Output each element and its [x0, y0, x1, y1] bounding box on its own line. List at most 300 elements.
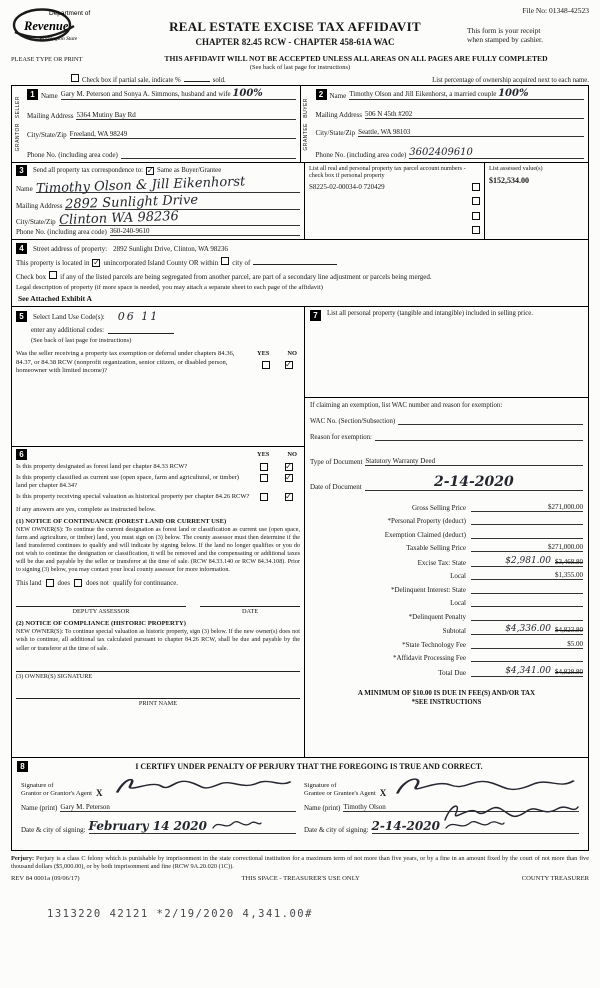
warning-row: [11, 54, 589, 63]
forest-land-question: [16, 463, 300, 471]
excise-local-value: $1,355.00: [555, 571, 583, 579]
seller-phone-row: [27, 150, 296, 159]
buyer-role-2: GRANTEE: [303, 122, 309, 151]
price-row-total: [310, 666, 583, 677]
additional-codes-field[interactable]: [108, 327, 174, 334]
delinquent-local-label: Local: [450, 599, 466, 607]
price-row-delinquent-local: [310, 597, 583, 607]
deputy-assessor-block: [16, 599, 186, 615]
processing-fee-field[interactable]: [471, 652, 583, 662]
section-3-badge: 3: [16, 165, 27, 176]
same-as-buyer-label: Same as Buyer/Grantee: [157, 167, 222, 174]
header-right: [467, 6, 589, 45]
partial-sale-row: [11, 74, 589, 84]
ownership-note: List percentage of ownership acquired next to each name.: [432, 77, 589, 84]
warning-text: THIS AFFIDAVIT WILL NOT BE ACCEPTED UNLESS ALL AREAS ON ALL PAGES ARE FULLY COMPLETED: [164, 54, 548, 63]
seller-fields: [23, 86, 300, 162]
print-name-line[interactable]: [16, 686, 300, 699]
buyer-name-row: [316, 88, 585, 100]
legal-description-label: Legal description of property (if more space is needed, you may attach a separate sheet to each page of the affidavit): [16, 283, 323, 291]
seller-role-1: SELLER: [14, 96, 21, 119]
tech-fee-value: $5.00: [567, 639, 583, 648]
seller-phone-label: Phone No. (including area code): [27, 150, 118, 159]
grantee-date-value: 2-14-2020: [371, 819, 440, 833]
buyer-address-row: [316, 110, 585, 119]
seller-ownership-pct: 100%: [232, 88, 263, 99]
seller-csz-label: City/State/Zip: [27, 131, 67, 140]
notice-2-title: (2) NOTICE OF COMPLIANCE (HISTORIC PROPERTY): [16, 620, 186, 628]
personal-deduct-label: *Personal Property (deduct): [387, 517, 466, 525]
buyer-address-value[interactable]: 506 N 45th #202: [365, 110, 584, 119]
exemption-block: [305, 397, 588, 447]
seller-address-value[interactable]: 5364 Mutiny Bay Rd: [76, 111, 295, 120]
delinquent-penalty-label: *Delinquent Penalty: [408, 612, 466, 621]
left-column: [12, 307, 304, 757]
minimum-fee-note: A MINIMUM OF $10.00 IS DUE IN FEE(S) AND/OR TAX: [357, 688, 536, 697]
buyer-ownership-pct: 100%: [498, 88, 529, 99]
grantee-agent-label: Grantee or Grantee's Agent: [304, 790, 376, 798]
price-row-subtotal: [310, 624, 583, 635]
grantor-date-value: February 14 2020: [88, 819, 208, 833]
current-use-no-mark: ✓: [285, 473, 292, 483]
see-back-note: (See back of last page for instructions): [249, 64, 351, 71]
grantee-signature[interactable]: [390, 774, 579, 798]
historic-no-checkbox[interactable]: [285, 493, 293, 501]
excise-state-label: Excise Tax: State: [417, 558, 466, 567]
subtotal-struck: $4,823.80: [555, 626, 583, 634]
buyer-phone-label: Phone No. (including area code): [315, 150, 407, 159]
seller-name-field[interactable]: [61, 88, 296, 100]
total-due-handwritten: $4,341.00: [505, 665, 551, 676]
same-as-buyer-checkmark: ✓: [146, 165, 154, 175]
dor-logo: [11, 6, 123, 55]
price-row-gross: [310, 502, 583, 512]
price-row-taxable: [310, 542, 583, 552]
grantee-name-print-label: Name (print): [304, 804, 341, 812]
no-label: NO: [287, 451, 297, 458]
wac-row: [310, 416, 583, 425]
land-use-code-value[interactable]: 06 11: [117, 310, 160, 323]
document-date-field[interactable]: [365, 474, 583, 491]
correspondence-csz-value: Clinton WA 98236: [58, 209, 179, 229]
segregated-label: if any of the listed parcels are being segregated from another parcel, are part of a secondary line adjustment or parcels being merged.: [60, 272, 432, 281]
grantor-signature-row: [21, 774, 296, 798]
partial-sale-checkbox[interactable]: [71, 74, 79, 82]
tech-fee-label: *State Technology Fee: [402, 640, 466, 649]
svg-text:Department of: Department of: [49, 10, 91, 17]
gross-price-label: Gross Selling Price: [411, 503, 466, 512]
location-row: [16, 257, 584, 267]
located-mid-label: unincorporated Island County OR within: [103, 259, 219, 268]
parcel-1-personal-checkbox[interactable]: [472, 183, 480, 191]
forest-yes-checkbox[interactable]: [260, 463, 268, 471]
correspondence-phone-row: [16, 227, 300, 236]
price-row-delinquent-state: [310, 584, 583, 594]
correspondence-name-label: Name: [16, 184, 33, 193]
street-address-value: 2892 Sunlight Drive, Clinton, WA 98236: [113, 245, 228, 253]
section-3: [11, 162, 589, 240]
yes-label: YES: [257, 451, 270, 458]
total-due-struck: $4,828.80: [555, 667, 583, 676]
deputy-assessor-row: [16, 599, 300, 615]
delinquent-state-label: *Delinquent Interest: State: [390, 585, 466, 594]
buyer-fields: [312, 86, 589, 162]
certify-statement: I CERTIFY UNDER PENALTY OF PERJURY THAT THE FOREGOING IS TRUE AND CORRECT.: [135, 762, 483, 771]
grantor-date-field[interactable]: [89, 817, 296, 834]
delinquent-penalty-field[interactable]: [471, 611, 583, 621]
section-4: [11, 239, 589, 307]
seller-name-label: Name: [41, 92, 58, 100]
parcel-row-4: [309, 223, 480, 237]
grantor-x-mark: X: [95, 788, 103, 798]
document-type-label: Type of Document: [310, 458, 363, 466]
correspondence-name-field[interactable]: [35, 174, 300, 197]
parcel-row-2: [309, 194, 480, 208]
total-due-label: Total Due: [438, 668, 466, 677]
subtotal-field[interactable]: [471, 624, 583, 635]
street-address-label: Street address of property:: [33, 245, 108, 253]
additional-codes-label: enter any additional codes:: [31, 327, 105, 334]
processing-fee-label: *Affidavit Processing Fee: [393, 654, 466, 662]
grantee-city-scribble: [444, 817, 506, 833]
segregated-row: [16, 271, 584, 281]
see-instructions-note: *SEE INSTRUCTIONS: [411, 698, 482, 706]
file-number: File No: 01348-42523: [522, 6, 589, 15]
buyer-address-label: Mailing Address: [315, 110, 362, 119]
exemption-yes-checkbox[interactable]: [262, 361, 270, 369]
gross-price-value: $271,000.00: [548, 502, 583, 511]
buyer-role-1: BUYER: [303, 97, 309, 118]
form-title: REAL ESTATE EXCISE TAX AFFIDAVIT: [169, 19, 421, 34]
section-8: [11, 757, 589, 851]
form-subtitle: CHAPTER 82.45 RCW - CHAPTER 458-61A WAC: [195, 37, 395, 47]
located-pre-label: This property is located in: [16, 259, 90, 268]
section-4-badge: 4: [16, 243, 27, 254]
same-as-buyer-checkbox[interactable]: [146, 167, 154, 175]
rev-number: REV 84 0001a (09/06/17): [11, 875, 80, 883]
price-row-processing-fee: [310, 652, 583, 662]
buyer-csz-row: [316, 128, 585, 137]
price-row-penalty: [310, 611, 583, 621]
excise-local-field[interactable]: [471, 570, 583, 580]
reason-field[interactable]: [375, 432, 583, 441]
price-row-excise-state: [310, 556, 583, 567]
grantee-name-row: [304, 803, 579, 812]
does-not-qualify-checkbox[interactable]: [74, 579, 82, 587]
segregated-checkbox[interactable]: [49, 271, 57, 279]
exemption-question-block: [16, 350, 300, 376]
section-2-badge: 2: [316, 89, 327, 100]
wac-label: WAC No. (Section/Subsection): [310, 418, 396, 425]
receipt-note: [467, 26, 589, 45]
correspondence-header: [16, 165, 300, 176]
wac-field[interactable]: [398, 416, 583, 425]
grantee-date-row: [304, 817, 579, 834]
assessed-values-block: [484, 163, 588, 239]
historic-yes-checkbox[interactable]: [260, 493, 268, 501]
receipt-note-line2: when stamped by cashier.: [467, 35, 543, 45]
buyer-section: [300, 86, 589, 162]
grantee-signature-row: [304, 774, 579, 798]
svg-text:Revenue: Revenue: [24, 19, 69, 33]
parcel-3-personal-checkbox[interactable]: [472, 212, 480, 220]
section-5: [12, 307, 304, 447]
total-due-field[interactable]: [471, 666, 583, 677]
seller-section: [12, 86, 300, 162]
perjury-label: Perjury:: [11, 855, 35, 862]
correspondence-phone-label: Phone No. (including area code): [16, 228, 107, 236]
notice-1-title: (1) NOTICE OF CONTINUANCE (FOREST LAND OR CURRENT USE): [16, 517, 227, 525]
subtotal-handwritten: $4,336.00: [505, 624, 551, 634]
seller-address-row: [27, 111, 296, 120]
street-address-row: [16, 243, 584, 254]
grantee-x-mark: X: [379, 788, 387, 798]
correspondence-address-value: 2892 Sunlight Drive: [65, 192, 199, 212]
section-1-badge: 1: [27, 89, 38, 100]
seller-name-value: Gary M. Peterson and Sonya A. Simmons, husband and wife: [60, 90, 231, 98]
does-not-label: does not: [85, 579, 109, 587]
header: [11, 6, 589, 54]
historic-no-mark: ✓: [285, 492, 292, 502]
segregated-pre-label: Check box: [16, 272, 47, 281]
deputy-assessor-label: DEPUTY ASSESSOR: [72, 608, 130, 616]
excise-state-struck: $3,468.80: [555, 557, 583, 566]
no-label: NO: [287, 350, 297, 357]
partial-percent-field[interactable]: [184, 75, 210, 82]
county-treasurer-label: COUNTY TREASURER: [521, 875, 589, 883]
price-row-excise-local: [310, 570, 583, 580]
grantor-name-row: [21, 803, 296, 812]
price-row-tech-fee: [310, 639, 583, 649]
grantor-date-label: Date & city of signing:: [21, 826, 86, 834]
notice-2-body: NEW OWNER(S): To continue special valuation as historic property, sign (3) below. If the new owner(s) does not wish to continue, all additional tax calculated pursuant to chapter 84.26 RCW, shall be due and payable by the seller or transferor at the time of sale.: [16, 629, 300, 652]
parcel-row-3: [309, 208, 480, 222]
grantee-date-label: Date & city of signing:: [304, 826, 369, 834]
city-name-field[interactable]: [253, 257, 337, 265]
buyer-side-label: [301, 86, 312, 162]
exemption-claim-label: If claiming an exemption, list WAC number and reason for exemption:: [310, 402, 503, 409]
buyer-phone-row: [316, 147, 585, 159]
forest-no-checkbox[interactable]: [285, 463, 293, 471]
certify-row: [17, 761, 583, 772]
additional-codes-row: [31, 327, 300, 334]
grantor-signature-cell: [17, 774, 300, 834]
correspondence-name-value: Timothy Olson & Jill Eikenhorst: [35, 174, 246, 197]
owners-signature-line[interactable]: [16, 659, 300, 672]
seller-address-label: Mailing Address: [27, 111, 74, 120]
correspondence-csz-field[interactable]: [58, 209, 300, 229]
exemption-no-checkbox[interactable]: [285, 361, 293, 369]
unincorporated-county-checkbox[interactable]: [92, 259, 100, 267]
see-back-note-2: (See back of last page for instructions): [31, 337, 132, 344]
perjury-statement: [11, 855, 589, 871]
grantor-signature-label: [21, 782, 92, 798]
document-date-value: 2-14-2020: [433, 474, 514, 490]
qualify-label: qualify for continuance.: [112, 579, 178, 587]
city-of-label: city of: [232, 259, 251, 268]
grantor-city-scribble: [211, 817, 263, 833]
document-type-row: [310, 457, 583, 466]
buyer-csz-label: City/State/Zip: [315, 129, 356, 138]
current-use-yes-checkbox[interactable]: [260, 474, 268, 482]
signature-grid: [17, 774, 583, 834]
treasurer-space-label: THIS SPACE - TREASURER'S USE ONLY: [241, 875, 360, 883]
document-type-value[interactable]: Statutory Warranty Deed: [365, 457, 583, 466]
reason-row: [310, 432, 583, 441]
excise-state-handwritten: $2,981.00: [505, 555, 551, 566]
yes-no-boxes: [254, 361, 300, 369]
document-block: [305, 447, 588, 493]
buyer-name-label: Name: [329, 92, 347, 100]
signature-of-label: Signature of: [304, 782, 337, 790]
current-use-question-text: Is this property classified as current use (open space, farm and agricultural, or timber) land per chapter 84.34?: [16, 474, 239, 490]
buyer-phone-value: 3602409610: [409, 146, 473, 158]
print-name-label: PRINT NAME: [138, 699, 178, 707]
section-6-header: [16, 449, 300, 460]
yes-label: YES: [257, 350, 270, 357]
land-use-row: [16, 310, 300, 323]
price-row-personal: [310, 515, 583, 525]
excise-local-label: Local: [450, 572, 466, 580]
correspondence-name-row: [16, 174, 300, 197]
document-date-row: [310, 474, 583, 491]
forest-no-mark: ✓: [285, 462, 292, 471]
please-type-label: PLEASE TYPE OR PRINT: [11, 56, 83, 63]
this-land-label: This land: [16, 579, 42, 587]
historic-question: [16, 493, 300, 501]
grantee-signature-label: [304, 782, 376, 798]
price-table: [305, 498, 588, 677]
parcel-4-personal-checkbox[interactable]: [472, 226, 480, 234]
deputy-date-line[interactable]: [200, 599, 300, 607]
section-6: [12, 447, 304, 757]
correspondence-address-field[interactable]: [65, 194, 300, 210]
receipt-note-line1: This form is your receipt: [467, 26, 541, 35]
correspondence-address-row: [16, 194, 300, 210]
exemption-question-text: Was the seller receiving a property tax exemption or deferral under chapters 84.36, 84.37, or 84.38 RCW (nonprofit organization, senior citizen, or disabled person, homeowner with limited income)?: [16, 350, 235, 375]
deputy-assessor-signature-line[interactable]: [16, 599, 186, 607]
subtotal-label: Subtotal: [442, 627, 466, 635]
perjury-text: Perjury is a class C felony which is punishable by imprisonment in the state correctional institution for a maximum term of not more than five years, or by a fine in an amount fixed by the court of not more than five thousand dollars ($5,000.00), or by both imprisonment and fine (RCW 9A.20.020 (1C)).: [11, 855, 589, 871]
buyer-name-value: Timothy Olson and Jill Eikenhorst, a married couple: [349, 90, 497, 98]
delinquent-state-field[interactable]: [471, 584, 583, 594]
delinquent-local-field[interactable]: [471, 597, 583, 607]
grantor-name-print-label: Name (print): [21, 804, 58, 812]
correspondence-phone-value[interactable]: 360-240-9610: [110, 227, 300, 236]
grantee-date-field[interactable]: [372, 817, 579, 834]
forest-land-question-text: Is this property designated as forest land per chapter 84.33 RCW?: [16, 463, 188, 470]
send-correspondence-label: Send all property tax correspondence to:: [33, 167, 144, 174]
city-checkbox[interactable]: [221, 257, 229, 265]
deputy-date-block: [200, 599, 300, 615]
current-use-question: [16, 474, 300, 490]
does-qualify-checkbox[interactable]: [46, 579, 54, 587]
notice-1-body: NEW OWNER(S): To continue the current designation as forest land or classification as current use (open space, farm and agriculture, or timber) land, you must sign on (3) below. The county assessor must then determine if the land transferred continues to qualify and will indicate by signing below. If the land no longer qualifies or you do not wish to continue the designation or classification, it will be removed and the compensating or additional taxes will be due and payable by the seller or transferor at the time of sale. (RCW 84.33.140 or RCW 84.34.108). Prior to signing (3) below, you may contact your local county assessor for more information.: [16, 526, 300, 574]
partial-sold-label: sold.: [212, 77, 226, 84]
partial-sale-label: Check box if partial sale, indicate %: [82, 77, 181, 84]
current-use-no-checkbox[interactable]: [285, 474, 293, 482]
parcel-2-personal-checkbox[interactable]: [472, 197, 480, 205]
seller-name-row: [27, 88, 296, 100]
tech-fee-field[interactable]: [471, 639, 583, 649]
buyer-csz-value[interactable]: Seattle, WA 98103: [358, 128, 584, 137]
correspondence-block: [12, 163, 304, 239]
grantor-name-value[interactable]: Gary M. Peterson: [60, 803, 296, 812]
seller-side-label: [12, 86, 23, 162]
assessed-values-header: List assessed value(s): [489, 165, 543, 172]
price-row-exemption: [310, 529, 583, 539]
legal-description-value: See Attached Exhibit A: [18, 294, 92, 303]
taxable-price-label: Taxable Selling Price: [406, 544, 466, 552]
grantor-date-row: [21, 817, 296, 834]
section-5-badge: 5: [16, 311, 27, 322]
svg-text:Washington State: Washington State: [39, 36, 78, 42]
revenue-logo-icon: [11, 6, 121, 50]
gross-price-field[interactable]: [471, 502, 583, 512]
if-yes-note: If any answers are yes, complete as instructed below.: [16, 505, 156, 513]
exemption-yes-no: [254, 350, 300, 376]
footer-row: [11, 875, 589, 882]
taxable-price-field[interactable]: [471, 542, 583, 552]
seller-role-2: GRANTOR: [14, 123, 21, 152]
parties-section: [11, 85, 589, 163]
personal-property-label: List all personal property (tangible and intangible) included in selling price.: [327, 310, 533, 317]
buyer-name-field[interactable]: [349, 88, 584, 100]
seller-csz-value[interactable]: Freeland, WA 98249: [70, 130, 296, 139]
grantee-name-value[interactable]: Timothy Olson: [343, 803, 579, 812]
parcel-number-value: S8225-02-00034-0 720429: [309, 183, 385, 192]
grantor-agent-label: Grantor or Grantor's Agent: [21, 790, 92, 798]
land-use-label: Select Land Use Code(s):: [33, 312, 105, 321]
exemption-no-mark: ✓: [285, 360, 292, 369]
parcel-numbers-header: List all real and personal property tax parcel account numbers - check box if personal property: [309, 165, 466, 180]
deputy-date-label: DATE: [241, 608, 259, 616]
buyer-phone-field[interactable]: [409, 147, 584, 159]
section-7-badge: 7: [310, 310, 321, 321]
main-columns: [11, 306, 589, 758]
correspondence-csz-label: City/State/Zip: [16, 218, 56, 227]
right-column: [304, 307, 588, 757]
county-checkmark: ✓: [93, 258, 100, 268]
does-label: does: [57, 579, 70, 587]
correspondence-csz-row: [16, 209, 300, 229]
personal-deduct-field[interactable]: [471, 515, 583, 525]
excise-state-field[interactable]: [471, 556, 583, 567]
cashier-stamp: 1313220 42121 *2/19/2020 4,341.00#: [47, 908, 313, 921]
owners-signature-label: (3) OWNER(S) SIGNATURE: [16, 672, 93, 680]
taxable-price-value: $271,000.00: [548, 543, 583, 551]
seller-csz-row: [27, 130, 296, 139]
historic-question-text: Is this property receiving special valuation as historical property per chapter 84.26 RCW?: [16, 493, 250, 501]
seller-phone-field[interactable]: [121, 150, 296, 159]
assessed-value: $152,534.00: [489, 176, 529, 186]
correspondence-address-label: Mailing Address: [16, 201, 63, 210]
section-6-yes-no-header: [254, 451, 300, 458]
section-7: [305, 307, 588, 397]
reason-label: Reason for exemption:: [310, 434, 372, 441]
grantee-signature-cell: [300, 774, 583, 834]
section-6-badge: 6: [16, 449, 27, 460]
grantor-signature[interactable]: [106, 774, 296, 798]
yes-no-header: [254, 350, 300, 357]
header-titles: [123, 6, 467, 47]
exemption-deduct-label: Exemption Claimed (deduct): [384, 530, 466, 539]
signature-of-label: Signature of: [21, 782, 54, 790]
parcel-numbers-block: [304, 163, 484, 239]
section-8-badge: 8: [17, 761, 28, 772]
exemption-deduct-field[interactable]: [471, 529, 583, 539]
continuance-row: [16, 579, 300, 587]
